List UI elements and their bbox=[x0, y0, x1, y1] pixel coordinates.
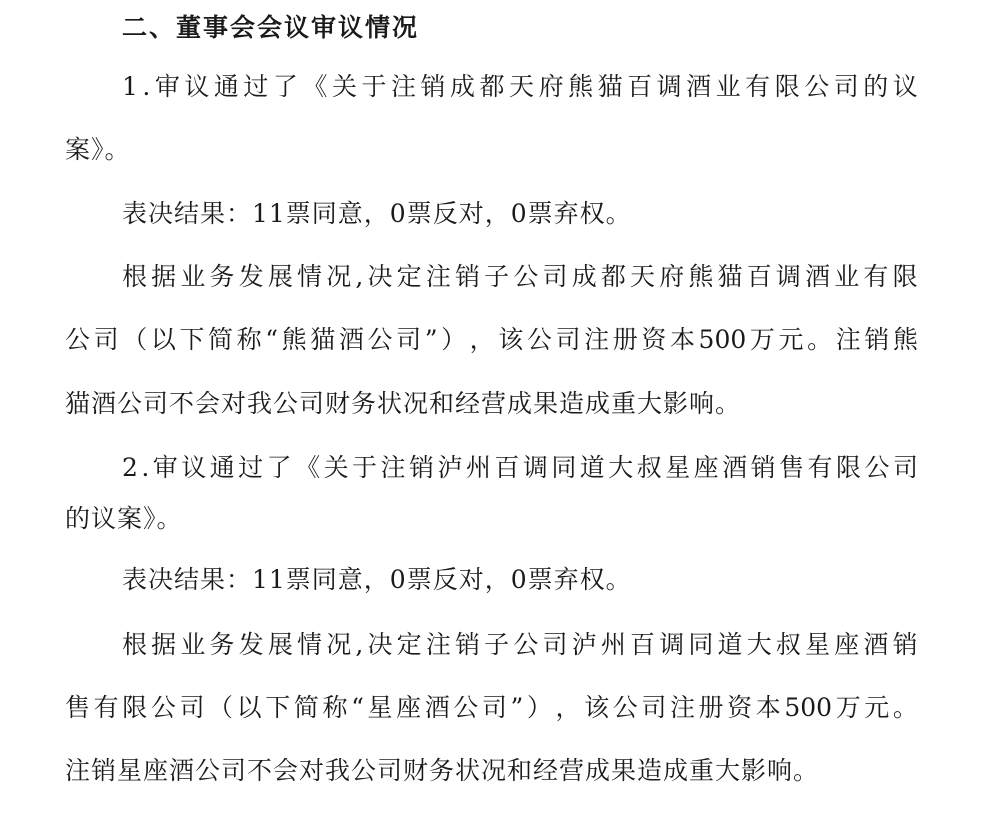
item1-title-line1: 1 . 审 议 通 过 了 《 关 于 注 销 成 都 天 府 熊 猫 百 调 酒 业 有 限 公 司 的 议 bbox=[122, 72, 918, 101]
item1-body-line3: 猫酒公司不会对我公司财务状况和经营成果造成重大影响。 bbox=[65, 389, 742, 418]
item2-body-line1: 根 据 业 务 发 展 情 况 , 决 定 注 销 子 公 司 泸 州 百 调 同 道 大 叔 星 座 酒 销 bbox=[122, 630, 918, 659]
item1-vote-result: 表决结果：11票同意，0票反对，0票弃权。 bbox=[122, 199, 632, 228]
item2-body-line3: 注销星座酒公司不会对我公司财务状况和经营成果造成重大影响。 bbox=[65, 756, 820, 785]
item1-body-line1: 根 据 业 务 发 展 情 况 , 决 定 注 销 子 公 司 成 都 天 府 熊 猫 百 调 酒 业 有 限 bbox=[122, 262, 918, 291]
item2-title-line2: 的议案》。 bbox=[65, 504, 183, 533]
item2-title-line1: 2 . 审 议 通 过 了 《 关 于 注 销 泸 州 百 调 同 道 大 叔 星 座 酒 销 售 有 限 公 司 bbox=[122, 453, 918, 482]
item2-body-line2: 售 有 限 公 司 （ 以 下 简 称 “ 星 座 酒 公 司 ” ） ， 该 公 司 注 册 资 本 500 万 元 。 bbox=[65, 693, 918, 722]
item2-vote-result: 表决结果：11票同意，0票反对，0票弃权。 bbox=[122, 565, 632, 594]
item1-title-line2: 案》。 bbox=[65, 135, 131, 164]
item1-body-line2: 公 司 （ 以 下 简 称 “ 熊 猫 酒 公 司 ” ） ， 该 公 司 注 册 资 本 500 万 元 。 注 销 熊 bbox=[65, 325, 918, 354]
section-heading: 二、董事会会议审议情况 bbox=[122, 13, 420, 42]
